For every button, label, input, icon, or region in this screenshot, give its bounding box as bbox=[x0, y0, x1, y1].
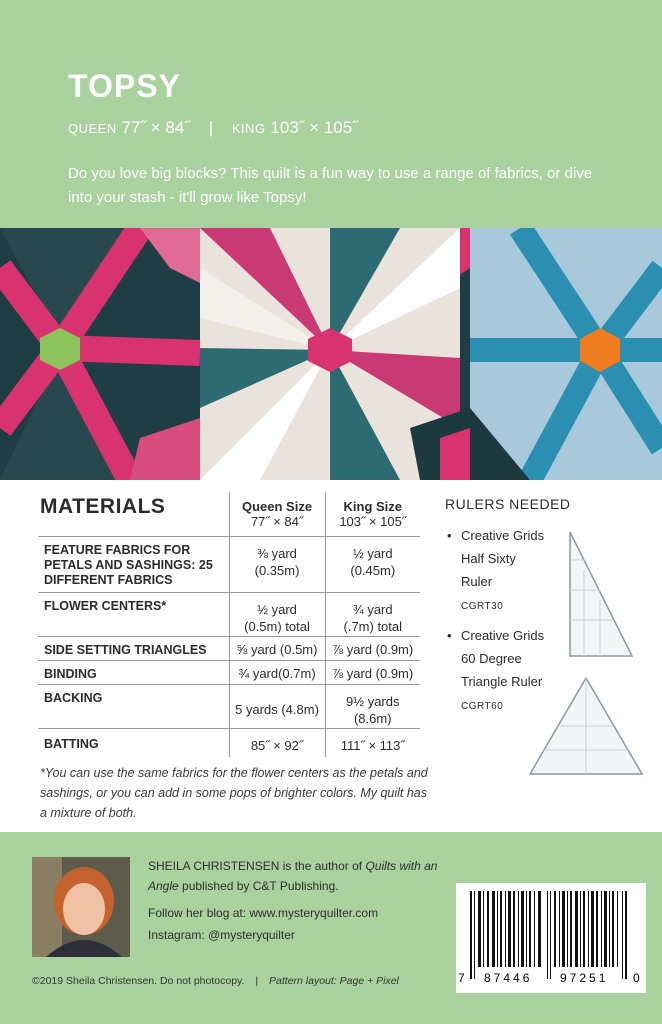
ruler-name: Creative Grids bbox=[461, 628, 545, 643]
row-item: BACKING bbox=[38, 685, 229, 729]
row-item: FEATURE FABRICS FOR PETALS AND SASHINGS: 25 DIFFERENT FABRICS bbox=[38, 537, 229, 593]
materials-header-row bbox=[38, 492, 420, 537]
bullet: • bbox=[447, 528, 452, 543]
barcode-group-2: 97251 bbox=[560, 971, 609, 985]
author-name: SHEILA CHRISTENSEN bbox=[148, 859, 280, 873]
ruler-name: Triangle Ruler bbox=[461, 674, 543, 689]
row-king bbox=[325, 729, 420, 757]
row-item: SIDE SETTING TRIANGLES bbox=[38, 637, 229, 661]
king-header-label: King Size bbox=[343, 499, 403, 514]
ruler-name: Half Sixty bbox=[461, 551, 516, 566]
queen-value: 85˝ × 92˝ bbox=[250, 738, 304, 753]
queen-metric: (0.35m) bbox=[254, 563, 300, 578]
king-metric: (8.6m) bbox=[353, 711, 392, 726]
table-row bbox=[38, 593, 420, 637]
row-king bbox=[325, 637, 420, 661]
intro-text: Do you love big blocks? This quilt is a fun way to use a range of fabrics, or dive into your stash - it'll grow like Topsy! bbox=[68, 165, 593, 206]
king-metric: (.7m) total bbox=[343, 619, 403, 634]
king-value: ⅞ yard (0.9m) bbox=[332, 666, 414, 681]
ruler-code: CGRT60 bbox=[461, 701, 504, 712]
row-item: BINDING bbox=[38, 661, 229, 685]
ruler-name: Creative Grids bbox=[461, 528, 545, 543]
author-photo bbox=[32, 857, 130, 957]
queen-header-label: Queen Size bbox=[241, 499, 313, 514]
table-row bbox=[38, 537, 420, 593]
materials-header-blank bbox=[38, 492, 229, 537]
row-king bbox=[325, 685, 420, 729]
table-row bbox=[38, 685, 420, 729]
queen-value: ¾ yard(0.7m) bbox=[238, 666, 316, 681]
queen-size-header bbox=[229, 492, 325, 537]
row-queen bbox=[229, 593, 325, 637]
triangle-ruler-icon bbox=[528, 676, 644, 776]
ruler-item-half-sixty bbox=[447, 524, 545, 618]
king-value: ¾ yard bbox=[352, 602, 393, 617]
row-item: BATTING bbox=[38, 729, 229, 757]
queen-metric: (0.5m) total bbox=[244, 619, 310, 634]
materials-note: *You can use the same fabrics for the flower centers as the petals and sashings, or you can add in some pops of brighter colors. My quilt has a mixture of both. bbox=[40, 766, 428, 820]
size-line bbox=[68, 118, 358, 138]
barcode bbox=[456, 883, 646, 993]
pattern-title: TOPSY bbox=[68, 68, 181, 104]
author-portrait bbox=[32, 857, 130, 957]
table-row bbox=[38, 661, 420, 685]
row-queen bbox=[229, 661, 325, 685]
half-sixty-ruler-icon bbox=[566, 530, 636, 660]
barcode-group-1: 87446 bbox=[484, 971, 533, 985]
queen-value: 5 yards (4.8m) bbox=[235, 702, 319, 717]
row-queen bbox=[229, 729, 325, 757]
copyright: ©2019 Sheila Christensen. Do not photocopy. bbox=[32, 975, 245, 987]
instagram-line: Instagram: @mysteryquilter bbox=[148, 928, 295, 942]
row-queen bbox=[229, 537, 325, 593]
footer bbox=[32, 975, 399, 987]
blog-line: Follow her blog at: www.mysteryquilter.com bbox=[148, 906, 379, 920]
ruler-name: Ruler bbox=[461, 574, 493, 589]
table-row bbox=[38, 637, 420, 661]
bullet: • bbox=[447, 628, 452, 643]
barcode-digit-first: 7 bbox=[458, 971, 465, 985]
footer-separator: | bbox=[255, 975, 259, 987]
row-king bbox=[325, 593, 420, 637]
bio-text: is the author of bbox=[279, 859, 366, 873]
book-title: Quilts with an Angle bbox=[148, 859, 438, 893]
header-band bbox=[0, 0, 662, 228]
row-queen bbox=[229, 637, 325, 661]
bio-text: published by C&T Publishing. bbox=[178, 879, 339, 893]
king-label: KING bbox=[231, 121, 266, 136]
queen-label: QUEEN bbox=[68, 121, 117, 136]
materials-title: MATERIALS bbox=[40, 495, 166, 518]
bio-paragraph bbox=[148, 856, 448, 896]
quilt-photo bbox=[0, 228, 662, 480]
king-metric: (0.45m) bbox=[350, 563, 396, 578]
king-value: 9½ yards bbox=[346, 694, 400, 709]
layout-credit: Pattern layout: Page + Pixel bbox=[269, 975, 399, 987]
size-separator: | bbox=[208, 118, 214, 137]
materials-table bbox=[38, 492, 420, 757]
queen-value: ½ yard bbox=[257, 602, 297, 617]
author-bio bbox=[148, 856, 448, 952]
row-king bbox=[325, 537, 420, 593]
quilt-illustration bbox=[0, 228, 662, 480]
queen-value: ⅝ yard (0.5m) bbox=[236, 642, 318, 657]
king-value: 111˝ × 113˝ bbox=[340, 738, 405, 753]
table-row bbox=[38, 729, 420, 757]
ruler-code: CGRT30 bbox=[461, 601, 504, 612]
queen-size: 77˝ × 84˝ bbox=[121, 118, 190, 137]
king-size-header bbox=[325, 492, 420, 537]
barcode-digit-last: 0 bbox=[633, 971, 640, 985]
king-header-dims: 103˝ × 105˝ bbox=[339, 514, 407, 529]
rulers-title: RULERS NEEDED bbox=[445, 496, 571, 512]
row-king bbox=[325, 661, 420, 685]
right-star-block bbox=[470, 228, 662, 480]
king-value: ⅞ yard (0.9m) bbox=[332, 642, 414, 657]
queen-value: ⅜ yard bbox=[257, 546, 297, 561]
king-value: ½ yard bbox=[352, 546, 393, 561]
ruler-name: 60 Degree bbox=[461, 651, 522, 666]
row-queen bbox=[229, 685, 325, 729]
row-item: FLOWER CENTERS* bbox=[38, 593, 229, 637]
queen-header-dims: 77˝ × 84˝ bbox=[250, 514, 304, 529]
king-size: 103˝ × 105˝ bbox=[270, 118, 358, 137]
